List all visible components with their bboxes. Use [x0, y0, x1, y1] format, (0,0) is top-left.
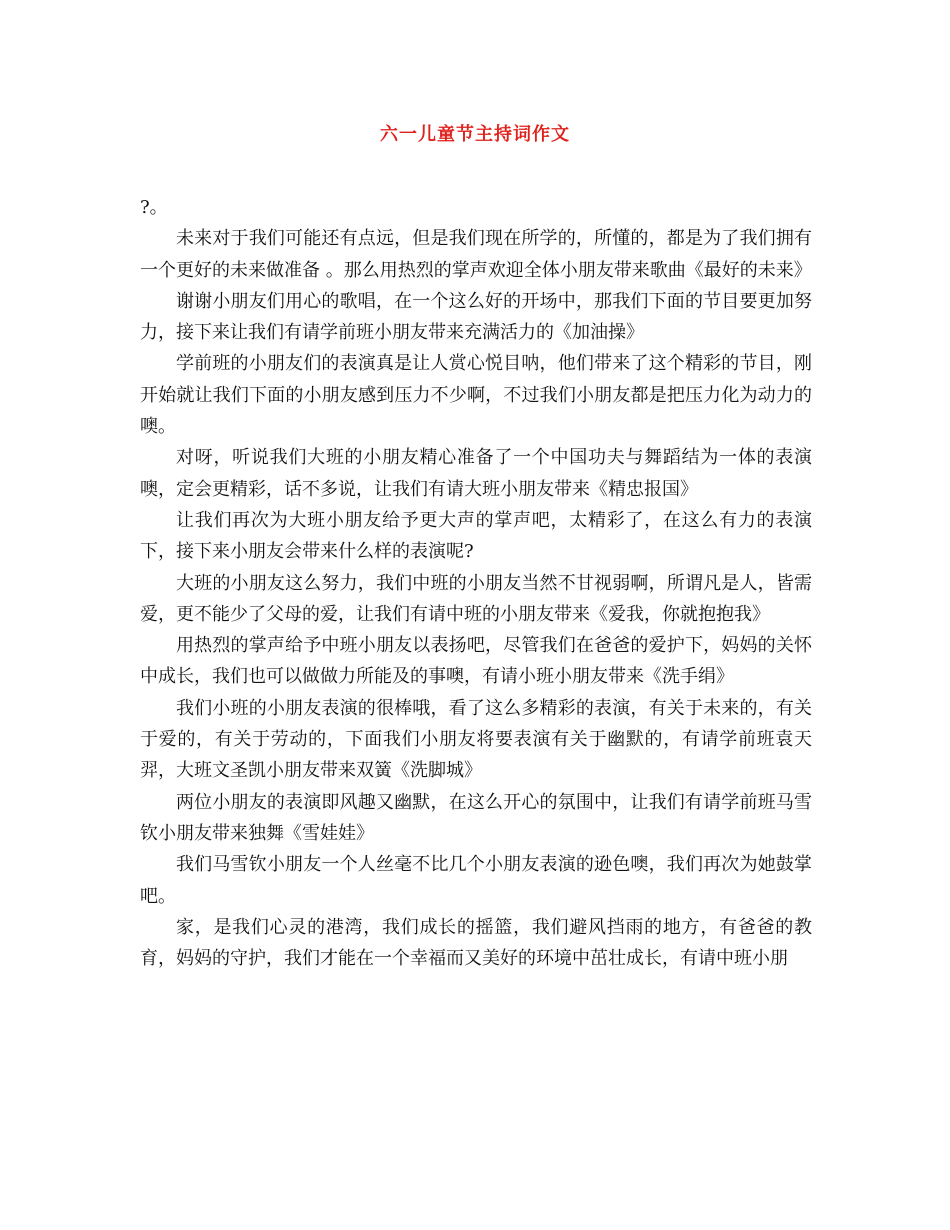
- paragraph: 学前班的小朋友们的表演真是让人赏心悦目呐，他们带来了这个精彩的节目，刚开始就让我们下面的小朋友感到压力不少啊，不过我们小朋友都是把压力化为动力的噢。: [140, 353, 812, 438]
- paragraph: 对呀，听说我们大班的小朋友精心准备了一个中国功夫与舞蹈结为一体的表演噢，定会更精彩，话不多说，让我们有请大班小朋友带来《精忠报国》: [140, 447, 812, 500]
- paragraph: 大班的小朋友这么努力，我们中班的小朋友当然不甘视弱啊，所谓凡是人，皆需爱，更不能少了父母的爱，让我们有请中班的小朋友带来《爱我，你就抱抱我》: [140, 572, 812, 625]
- paragraph: 用热烈的掌声给予中班小朋友以表扬吧，尽管我们在爸爸的爱护下，妈妈的关怀中成长，我们也可以做做力所能及的事噢，有请小班小朋友带来《洗手绢》: [140, 635, 812, 688]
- document-title: 六一儿童节主持词作文: [380, 124, 570, 145]
- paragraph: 让我们再次为大班小朋友给予更大声的掌声吧，太精彩了，在这么有力的表演下，接下来小朋友会带来什么样的表演呢?: [140, 509, 812, 563]
- document-body: [140, 192, 812, 974]
- paragraph: 家，是我们心灵的港湾，我们成长的摇篮，我们避风挡雨的地方，有爸爸的教育，妈妈的守护，我们才能在一个幸福而又美好的环境中茁壮成长，有请中班小朋: [140, 916, 812, 970]
- paragraph: 两位小朋友的表演即风趣又幽默，在这么开心的氛围中，让我们有请学前班马雪钦小朋友带来独舞《雪娃娃》: [140, 791, 812, 844]
- paragraph: 我们小班的小朋友表演的很棒哦，看了这么多精彩的表演，有关于未来的，有关于爱的，有关于劳动的，下面我们小朋友将要表演有关于幽默的，有请学前班袁天羿，大班文圣凯小朋友带来双簧《洗脚城》: [140, 697, 812, 782]
- opening-line: ?。: [140, 197, 168, 218]
- paragraph: 未来对于我们可能还有点远，但是我们现在所学的，所懂的，都是为了我们拥有一个更好的未来做准备 。那么用热烈的掌声欢迎全体小朋友带来歌曲《最好的未来》: [140, 228, 812, 281]
- paragraph: 谢谢小朋友们用心的歌唱，在一个这么好的开场中，那我们下面的节目要更加努力，接下来让我们有请学前班小朋友带来充满活力的《加油操》: [140, 290, 812, 344]
- paragraph: 我们马雪钦小朋友一个人丝毫不比几个小朋友表演的逊色噢，我们再次为她鼓掌吧。: [140, 854, 812, 907]
